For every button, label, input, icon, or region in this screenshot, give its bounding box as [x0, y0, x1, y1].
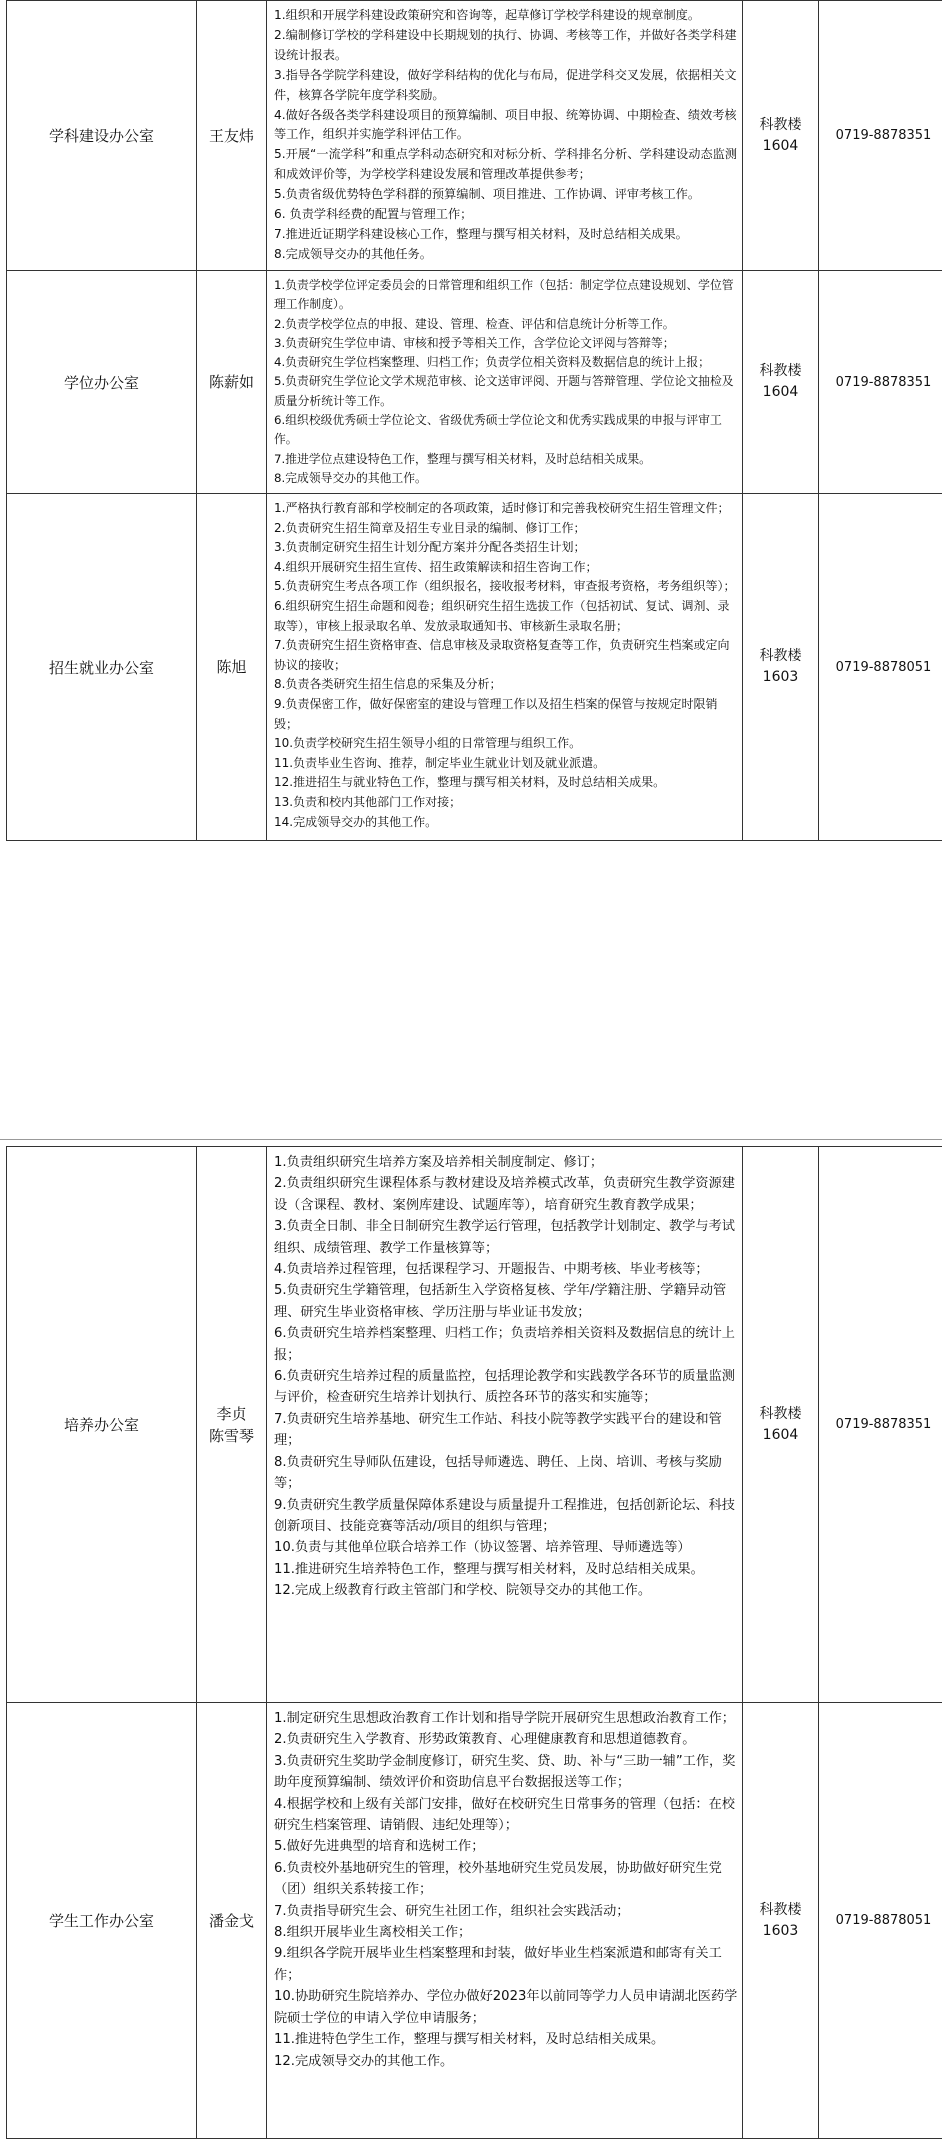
phone-cell: 0719-8878351 — [819, 1, 942, 271]
room-number: 1604 — [762, 384, 799, 400]
table-row — [7, 1, 942, 271]
duty-item: 13.负责和校内其他部门工作对接； — [274, 794, 462, 809]
duty-item: 4.组织开展研究生招生宣传、招生政策解读和招生咨询工作； — [274, 559, 598, 574]
duty-item: 8.完成领导交办的其他工作。 — [274, 470, 427, 485]
office-room-cell — [743, 1147, 819, 1703]
duty-item: 8.负责各类研究生招生信息的采集及分析； — [274, 677, 502, 692]
duty-item: 9.负责保密工作，做好保密室的建设与管理工作以及招生档案的保管与按规定时限销毁； — [274, 696, 718, 731]
duty-item: 1.严格执行教育部和学校制定的各项政策，适时修订和完善我校研究生招生管理文件； — [274, 501, 730, 515]
duty-item: 9.组织各学院开展毕业生档案整理和封装，做好毕业生档案派遣和邮寄有关工作； — [274, 1946, 722, 1983]
duties-table-part-2 — [6, 1146, 942, 2139]
building-name: 科教楼 — [759, 116, 802, 133]
duty-item: 3.负责全日制、非全日制研究生教学运行管理，包括教学计划制定、教学与考试组织、成绩管理、教学工作量核算等； — [274, 1219, 735, 1256]
duty-item: 7.负责指导研究生会、研究生社团工作，组织社会实践活动； — [274, 1903, 630, 1919]
department-cell: 学位办公室 — [7, 271, 197, 494]
duties-cell — [267, 271, 743, 494]
duty-item: 12.完成领导交办的其他工作。 — [274, 2053, 454, 2069]
duty-item: 3.负责研究生学位申请、审核和授予等相关工作，含学位论文评阅与答辩等； — [274, 335, 675, 350]
duty-item: 11.推进研究生培养特色工作，整理与撰写相关材料，及时总结相关成果。 — [274, 1561, 704, 1577]
duty-item: 7.推进学位点建设特色工作，整理与撰写相关材料，及时总结相关成果。 — [274, 451, 651, 466]
duties-cell — [267, 1147, 743, 1703]
phone-cell: 0719-8878351 — [819, 271, 942, 494]
duty-item: 4.负责研究生学位档案整理、归档工作；负责学位相关资料及数据信息的统计上报； — [274, 355, 710, 370]
duty-item: 12.推进招生与就业特色工作，整理与撰写相关材料，及时总结相关成果。 — [274, 775, 666, 790]
duty-item: 6.组织校级优秀硕士学位论文、省级优秀硕士学位论文和优秀实践成果的申报与评审工作。 — [274, 413, 722, 447]
room-number: 1604 — [762, 1426, 799, 1443]
page-break — [0, 1137, 942, 1143]
duty-item: 1.负责学校学位评定委员会的日常管理和组织工作（包括：制定学位点建设规划、学位管理工作制度）。 — [274, 278, 734, 312]
staff-name: 陈雪琴 — [208, 1426, 254, 1445]
phone-cell: 0719-8878051 — [819, 494, 942, 841]
phone-cell: 0719-8878351 — [819, 1147, 942, 1703]
duty-item: 5.负责研究生考点各项工作（组织报名，接收报考材料，审查报考资格，考务组织等）； — [274, 579, 736, 594]
duty-item: 7.推进近证期学科建设核心工作，整理与撰写相关材料，及时总结相关成果。 — [274, 226, 688, 241]
staff-cell — [197, 1147, 267, 1703]
duty-item: 5.负责研究生学位论文学术规范审核、论文送审评阅、开题与答辩管理、学位论文抽检及质量分析统计等工作。 — [274, 374, 734, 408]
staff-cell — [197, 1, 267, 271]
duty-item: 4.负责培养过程管理，包括课程学习、开题报告、中期考核、毕业考核等； — [274, 1262, 709, 1278]
duty-item: 5.做好先进典型的培育和选树工作； — [274, 1839, 485, 1855]
office-room-cell — [743, 1, 819, 271]
staff-cell — [197, 494, 267, 841]
staff-cell — [197, 1703, 267, 2139]
duty-item: 6.负责校外基地研究生的管理，校外基地研究生党员发展，协助做好研究生党（团）组织关系转接工作； — [274, 1860, 722, 1898]
duties-cell — [267, 494, 743, 841]
duty-item: 5.负责省级优势特色学科群的预算编制、项目推进、工作协调、评审考核工作。 — [274, 187, 701, 202]
table-row — [7, 271, 942, 494]
duty-item: 9.负责研究生教学质量保障体系建设与质量提升工程推进，包括创新论坛、科技创新项目、技能竞赛等活动/项目的组织与管理； — [274, 1497, 735, 1534]
duty-item: 3.指导各学院学科建设，做好学科结构的优化与布局，促进学科交叉发展，依据相关文件，核算各学院年度学科奖励。 — [274, 67, 737, 102]
table-row — [7, 494, 942, 841]
department-cell: 学科建设办公室 — [7, 1, 197, 271]
staff-name: 李贞 — [216, 1404, 247, 1423]
building-name: 科教楼 — [759, 648, 802, 664]
duty-item: 12.完成上级教育行政主管部门和学校、院领导交办的其他工作。 — [274, 1583, 652, 1599]
duty-item: 3.负责研究生奖助学金制度修订，研究生奖、贷、助、补与“三助一辅”工作，奖助年度预算编制、绩效评价和资助信息平台数据报送等工作； — [274, 1753, 736, 1791]
office-room-cell — [743, 494, 819, 841]
duty-item: 7.负责研究生培养基地、研究生工作站、科技小院等教学实践平台的建设和管理； — [274, 1411, 722, 1449]
staff-name: 王友炜 — [208, 126, 254, 145]
room-number: 1604 — [762, 137, 799, 154]
duty-item: 6.负责研究生培养过程的质量监控，包括理论教学和实践教学各环节的质量监测与评价，检查研究生培养计划执行、质控各环节的落实和实施等； — [274, 1369, 735, 1406]
staff-cell — [197, 271, 267, 494]
duty-item: 2.负责研究生入学教育、形势政策教育、心理健康教育和思想道德教育。 — [274, 1732, 696, 1748]
duty-item: 1.组织和开展学科建设政策研究和咨询等，起草修订学校学科建设的规章制度。 — [274, 8, 701, 22]
divider — [0, 1139, 942, 1140]
staff-name: 陈薪如 — [208, 373, 254, 391]
phone-cell: 0719-8878051 — [819, 1703, 942, 2139]
duty-item: 1.制定研究生思想政治教育工作计划和指导学院开展研究生思想政治教育工作； — [274, 1711, 735, 1726]
duty-item: 11.负责毕业生咨询、推荐，制定毕业生就业计划及就业派遣。 — [274, 755, 606, 770]
table-row — [7, 1703, 942, 2139]
duty-item: 2.编制修订学校的学科建设中长期规划的执行、协调、考核等工作，并做好各类学科建设统计报表。 — [274, 27, 737, 62]
staff-name: 陈旭 — [216, 658, 247, 676]
duties-cell — [267, 1, 743, 271]
duty-item: 14.完成领导交办的其他工作。 — [274, 814, 438, 829]
duty-item: 6.组织研究生招生命题和阅卷；组织研究生招生选拔工作（包括初试、复试、调剂、录取等），审核上报录取名单、发放录取通知书、审核新生录取名册； — [274, 598, 730, 633]
duty-item: 8.组织开展毕业生离校相关工作； — [274, 1925, 472, 1941]
staff-name: 潘金戈 — [208, 1911, 254, 1930]
duty-item: 3.负责制定研究生招生计划分配方案并分配各类招生计划； — [274, 540, 586, 555]
duty-item: 8.负责研究生导师队伍建设，包括导师遴选、聘任、上岗、培训、考核与奖励等； — [274, 1454, 722, 1492]
duties-table-part-1 — [6, 0, 942, 841]
duty-item: 7.负责研究生招生资格审查、信息审核及录取资格复查等工作，负责研究生档案或定向协议的接收； — [274, 638, 730, 672]
duty-item: 1.负责组织研究生培养方案及培养相关制度制定、修订； — [274, 1155, 604, 1170]
department-cell: 培养办公室 — [7, 1147, 197, 1703]
duty-item: 5.负责研究生学籍管理，包括新生入学资格复核、学年/学籍注册、学籍异动管理、研究生毕业资格审核、学历注册与毕业证书发放； — [274, 1283, 727, 1320]
table-row — [7, 1147, 942, 1703]
room-number: 1603 — [762, 1922, 799, 1939]
duty-item: 2.负责组织研究生课程体系与教材建设及培养模式改革，负责研究生教学资源建设（含课程、教材、案例库建设、试题库等），培育研究生教育教学成果； — [274, 1176, 735, 1213]
duty-item: 10.负责学校研究生招生领导小组的日常管理与组织工作。 — [274, 736, 582, 751]
duties-cell — [267, 1703, 743, 2139]
duty-item: 6. 负责学科经费的配置与管理工作； — [274, 207, 473, 222]
building-name: 科教楼 — [759, 1405, 802, 1422]
duty-item: 5.开展“一流学科”和重点学科动态研究和对标分析、学科排名分析、学科建设动态监测和成效评价等，为学校学科建设发展和管理改革提供参考； — [274, 147, 738, 182]
duty-item: 8.完成领导交办的其他任务。 — [274, 246, 432, 261]
department-cell: 学生工作办公室 — [7, 1703, 197, 2139]
duty-item: 2.负责研究生招生简章及招生专业目录的编制、修订工作； — [274, 520, 586, 535]
office-room-cell — [743, 271, 819, 494]
duty-item: 4.做好各级各类学科建设项目的预算编制、项目申报、统筹协调、中期检查、绩效考核等工作，组织并实施学科评估工作。 — [274, 107, 737, 142]
building-name: 科教楼 — [759, 1901, 802, 1918]
duty-item: 4.根据学校和上级有关部门安排，做好在校研究生日常事务的管理（包括：在校研究生档案管理、请销假、违纪处理等）； — [274, 1796, 735, 1834]
building-name: 科教楼 — [759, 363, 802, 379]
duty-item: 10.协助研究生院培养办、学位办做好2023年以前同等学力人员申请湖北医药学院硕士学位的申请入学位申请服务； — [274, 1989, 738, 2026]
duty-item: 11.推进特色学生工作，整理与撰写相关材料，及时总结相关成果。 — [274, 2032, 665, 2048]
department-cell: 招生就业办公室 — [7, 494, 197, 841]
duty-item: 6.负责研究生培养档案整理、归档工作；负责培养相关资料及数据信息的统计上报； — [274, 1326, 735, 1363]
office-room-cell — [743, 1703, 819, 2139]
room-number: 1603 — [762, 669, 799, 685]
duty-item: 2.负责学校学位点的申报、建设、管理、检查、评估和信息统计分析等工作。 — [274, 316, 675, 331]
duty-item: 10.负责与其他单位联合培养工作（协议签署、培养管理、导师遴选等） — [274, 1540, 691, 1556]
